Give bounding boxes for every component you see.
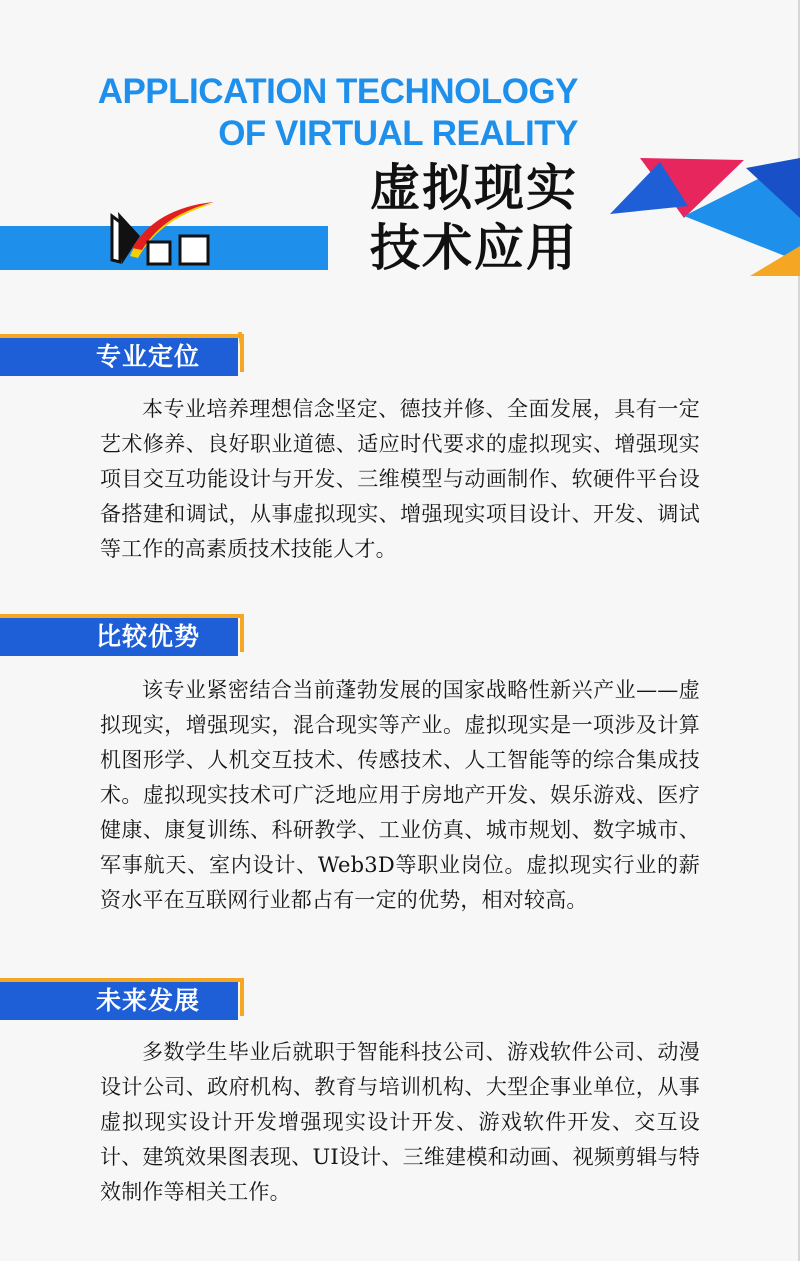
section-heading-advantages — [0, 610, 250, 660]
section-heading-future — [0, 974, 250, 1024]
title-english-line1: APPLICATION TECHNOLOGY — [97, 72, 578, 111]
school-logo-icon — [108, 196, 218, 268]
section-heading-label: 比较优势 — [96, 622, 201, 651]
title-chinese-line2: 技术应用 — [370, 219, 578, 277]
section-body-advantages: 该专业紧密结合当前蓬勃发展的国家战略性新兴产业——虚拟现实，增强现实，混合现实等产业。虚拟现实是一项涉及计算机图形学、人机交互技术、传感技术、人工智能等的综合集成技术。虚拟现实技术可广泛地应用于房地产开发、娱乐游戏、医疗健康、康复训练、科研教学、工业仿真、城市规划、数字城市、军事航天、室内设计、Web3D等职业岗位。虚拟现实行业的薪资水平在互联网行业都占有一定的优势，相对较高。 — [100, 678, 700, 912]
section-heading-positioning — [0, 330, 250, 380]
title-chinese-line1: 虚拟现实 — [370, 159, 578, 217]
section-body-positioning: 本专业培养理想信念坚定、德技并修、全面发展，具有一定艺术修养、良好职业道德、适应时代要求的虚拟现实、增强现实项目交互功能设计与开发、三维模型与动画制作、软硬件平台设备搭建和调试，从事虚拟现实、增强现实项目设计、开发、调试等工作的高素质技术技能人才。 — [100, 397, 700, 561]
section-heading-label: 专业定位 — [96, 342, 201, 371]
title-english-line2: OF VIRTUAL REALITY — [218, 114, 578, 153]
geometric-decoration — [608, 158, 800, 276]
section-heading-label: 未来发展 — [96, 986, 201, 1015]
section-body-future: 多数学生毕业后就职于智能科技公司、游戏软件公司、动漫设计公司、政府机构、教育与培训机构、大型企事业单位，从事虚拟现实设计开发增强现实设计开发、游戏软件开发、交互设计、建筑效果图表现、UI设计、三维建模和动画、视频剪辑与特效制作等相关工作。 — [100, 1040, 700, 1204]
